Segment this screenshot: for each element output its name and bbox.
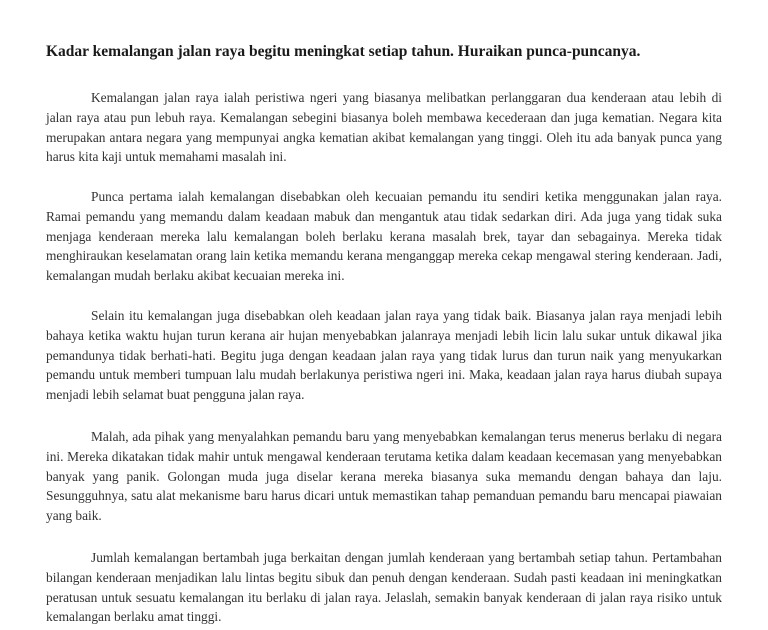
- essay-title: Kadar kemalangan jalan raya begitu meningkat setiap tahun. Huraikan punca-puncanya.: [46, 43, 641, 60]
- paragraph-driver-negligence: Punca pertama ialah kemalangan disebabkan oleh kecuaian pemandu itu sendiri ketika menggunakan jalan raya. Ramai pemandu yang memandu dalam keadaan mabuk dan mengantuk atau tidak sedarkan diri. Ada juga yang tidak suka menjaga kenderaan mereka lalu kemalangan boleh berlaku kerana masalah brek, tayar dan sebagainya. Mereka tidak menghiraukan keselamatan orang lain ketika memandu kerana menganggap mereka cekap mengawal stering kenderaan. Jadi, kemalangan mudah berlaku akibat kecuaian mereka ini.: [46, 189, 722, 284]
- paragraph-road-conditions: Selain itu kemalangan juga disebabkan oleh keadaan jalan raya yang tidak baik. Biasanya jalan raya menjadi lebih bahaya ketika waktu hujan turun kerana air hujan menyebabkan jalanraya menjadi lebih licin lalu sukar untuk dikawal jika pemandunya tidak berhati-hati. Begitu juga dengan keadaan jalan raya yang tidak lurus dan turun naik yang menyukarkan pemandu untuk memberi tumpuan lalu mudah berlakunya peristiwa ngeri ini. Maka, keadaan jalan raya harus diubah supaya menjadi lebih selamat buat pengguna jalan raya.: [46, 308, 722, 403]
- paragraph-vehicle-count: Jumlah kemalangan bertambah juga berkaitan dengan jumlah kenderaan yang bertambah setiap tahun. Pertambahan bilangan kenderaan menjadikan lalu lintas begitu sibuk dan penuh dengan kenderaan. Sudah pasti keadaan ini meningkatkan peratusan untuk sesuatu kemalangan itu berlaku di jalan raya. Jelaslah, semakin banyak kenderaan di jalan raya risiko untuk kemalangan berlaku amat tinggi.: [46, 550, 722, 625]
- paragraph-new-drivers: Malah, ada pihak yang menyalahkan pemandu baru yang menyebabkan kemalangan terus menerus berlaku di negara ini. Mereka dikatakan tidak mahir untuk mengawal kenderaan terutama ketika dalam keadaan kecemasan yang menyebabkan banyak yang panik. Golongan muda juga diselar kerana mereka biasanya suka memandu dengan bahaya dan laju. Sesungguhnya, satu alat mekanisme baru harus dicari untuk memastikan tahap pemanduan pemandu baru mencapai piawaian yang baik.: [46, 429, 722, 524]
- paragraph-introduction: Kemalangan jalan raya ialah peristiwa ngeri yang biasanya melibatkan perlanggaran dua kenderaan atau lebih di jalan raya atau pun lebuh raya. Kemalangan sebegini biasanya boleh membawa kecederaan dan juga kematian. Negara kita merupakan antara negara yang mempunyai angka kematian akibat kemalangan yang tinggi. Oleh itu ada banyak punca yang harus kita kaji untuk memahami masalah ini.: [46, 90, 722, 165]
